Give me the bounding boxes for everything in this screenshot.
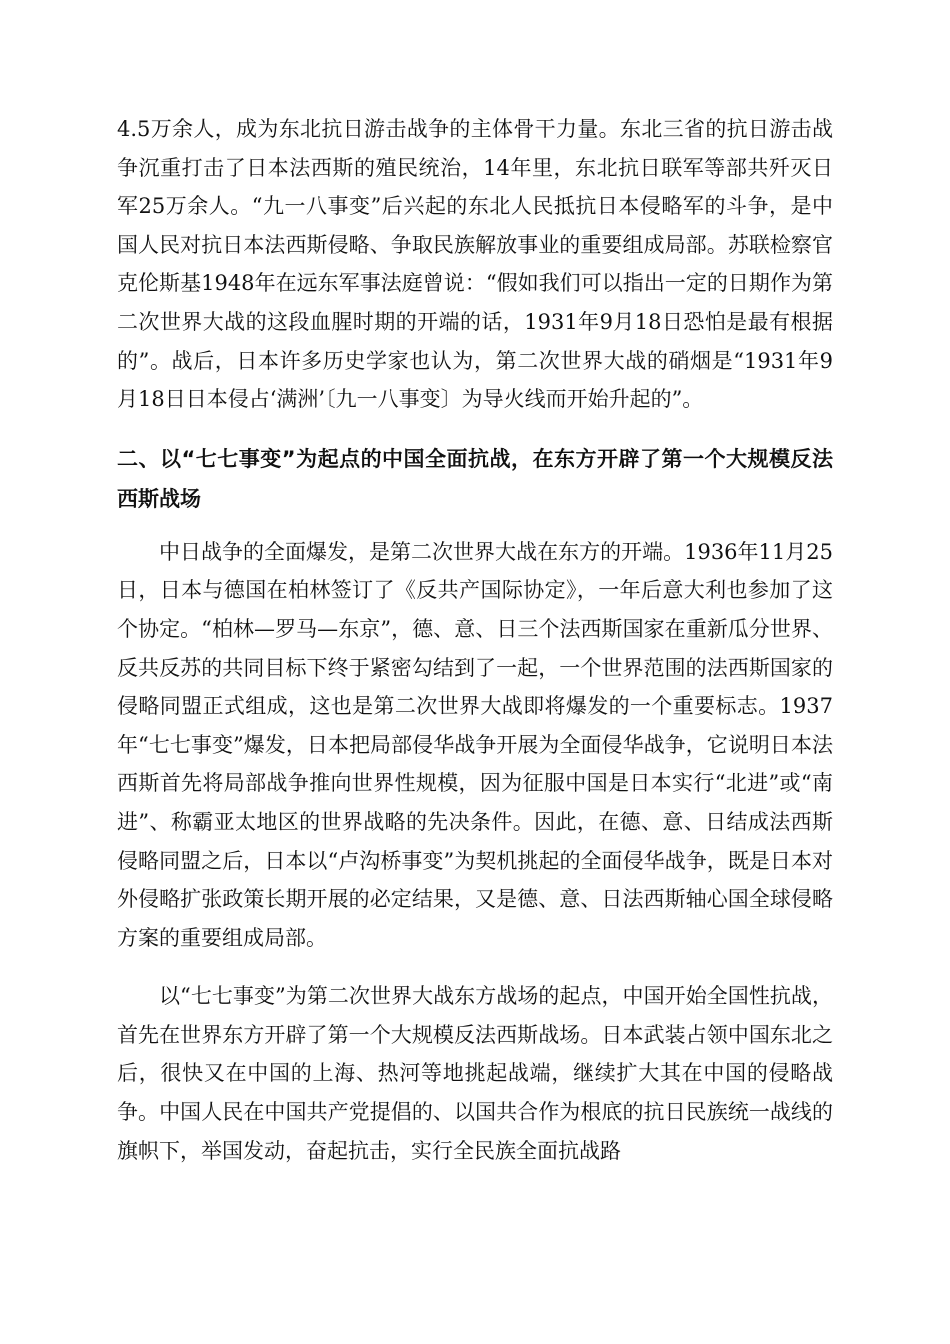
paragraph-3: 以“七七事变”为第二次世界大战东方战场的起点，中国开始全国性抗战，首先在世界东方开辟了第一个大规模反法西斯战场。日本武装占领中国东北之后，很快又在中国的上海、热河等地挑起战端，继续扩大其在中国的侵略战争。中国人民在中国共产党提倡的、以国共合作为根底的抗日民族统一战线的旗帜下，举国发动，奋起抗击，实行全民族全面抗战路: [117, 984, 833, 1163]
paragraph-2: 中日战争的全面爆发，是第二次世界大战在东方的开端。1936年11月25日，日本与德国在柏林签订了《反共产国际协定》，一年后意大利也参加了这个协定。“柏林—罗马—东京”，德、意、日三个法西斯国家在重新瓜分世界、反共反苏的共同目标下终于紧密勾结到了一起，一个世界范围的法西斯国家的侵略同盟正式组成，这也是第二次世界大战即将爆发的一个重要标志。1937年“七七事变”爆发，日本把局部侵华战争开展为全面侵华战争，它说明日本法西斯首先将局部战争推向世界性规模，因为征服中国是日本实行“北进”或“南进”、称霸亚太地区的世界战略的先决条件。因此，在德、意、日结成法西斯侵略同盟之后，日本以“卢沟桥事变”为契机挑起的全面侵华战争，既是日本对外侵略扩张政策长期开展的必定结果，又是德、意、日法西斯轴心国全球侵略方案的重要组成局部。: [117, 539, 833, 950]
paragraph-spacer: [117, 519, 833, 533]
section-heading: 二、以“七七事变”为起点的中国全面抗战，在东方开辟了第一个大规模反法西斯战场: [117, 446, 833, 511]
paragraph-spacer: [117, 957, 833, 977]
paragraph-spacer: [117, 419, 833, 439]
document-page: [117, 110, 833, 1170]
paragraph-1: 4.5万余人，成为东北抗日游击战争的主体骨干力量。东北三省的抗日游击战争沉重打击了日本法西斯的殖民统治，14年里，东北抗日联军等部共歼灭日军25万余人。“九一八事变”后兴起的东北人民抵抗日本侵略军的斗争，是中国人民对抗日本法西斯侵略、争取民族解放事业的重要组成局部。苏联检察官克伦斯基1948年在远东军事法庭曾说：“假如我们可以指出一定的日期作为第二次世界大战的这段血腥时期的开端的话，1931年9月18日恐怕是最有根据的”。战后，日本许多历史学家也认为，第二次世界大战的硝烟是“1931年9月18日日本侵占‘满洲’〔九一八事变〕为导火线而开始升起的”。: [117, 117, 833, 412]
